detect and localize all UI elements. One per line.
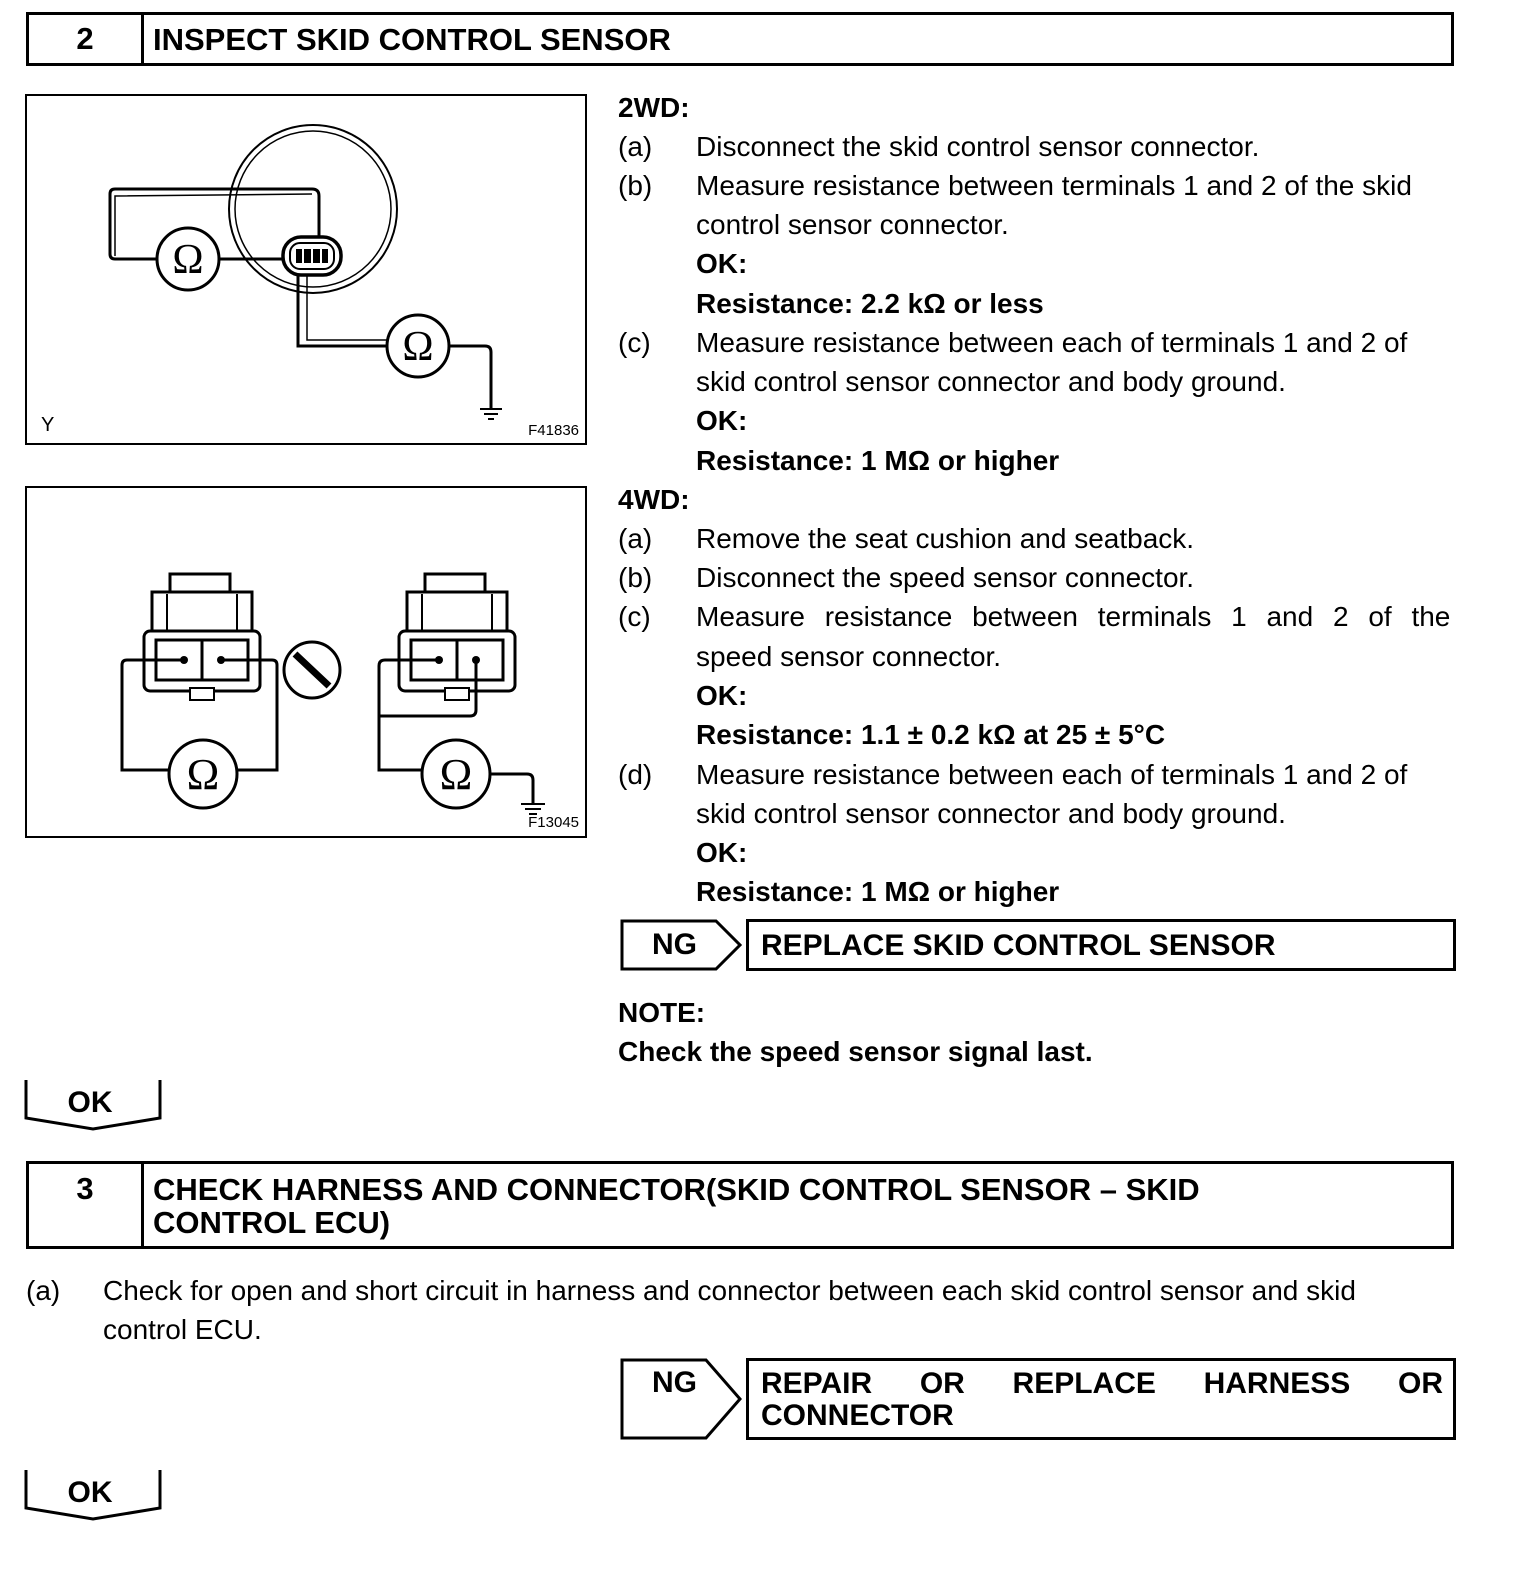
- step-3-header: [26, 1161, 1454, 1249]
- svg-text:Ω: Ω: [172, 237, 204, 283]
- spec-value: Resistance: 2.2 kΩ or less: [696, 288, 1044, 319]
- item-text: Measure resistance between terminals 1 and 2 of the: [696, 601, 1451, 632]
- item-label: (d): [618, 759, 653, 790]
- step-title-line-2: CONTROL ECU): [153, 1205, 391, 1240]
- ng-action-line-1: [761, 1367, 1443, 1401]
- ng-action-text: REPLACE SKID CONTROL SENSOR: [761, 929, 1276, 962]
- ng-action: [746, 1358, 1456, 1440]
- step-2-header: [26, 12, 1454, 66]
- step-number: 2: [29, 15, 144, 63]
- section-heading-4wd: 4WD:: [618, 484, 690, 515]
- item-text: Disconnect the skid control sensor connector.: [696, 131, 1260, 162]
- item-text: Disconnect the speed sensor connector.: [696, 562, 1195, 593]
- item-text: speed sensor connector.: [696, 641, 1002, 672]
- item-text: Check for open and short circuit in harness and connector between each skid control sensor and skid: [103, 1275, 1356, 1306]
- note-text: Check the speed sensor signal last.: [618, 1036, 1093, 1067]
- item-text: skid control sensor connector and body ground.: [696, 366, 1286, 397]
- ng-result-1: [620, 919, 1456, 971]
- svg-text:Ω: Ω: [439, 750, 473, 799]
- item-text: Measure resistance between each of terminals 1 and 2 of: [696, 327, 1408, 358]
- ok-label: OK:: [696, 837, 748, 868]
- step-number: 3: [29, 1164, 144, 1246]
- figure-code: F41836: [528, 422, 579, 439]
- section-heading-2wd: 2WD:: [618, 92, 690, 123]
- ok-label: OK:: [696, 680, 748, 711]
- ng-action-word: HARNESS: [1203, 1367, 1351, 1400]
- ok-label: OK:: [696, 248, 748, 279]
- spec-value: Resistance: 1 MΩ or higher: [696, 876, 1060, 907]
- ok-label: OK: [67, 1476, 113, 1509]
- ok-flow-1: [24, 1078, 162, 1132]
- ng-tag-label: NG: [652, 928, 697, 961]
- ok-label: OK: [67, 1086, 113, 1119]
- figure-2wd-sensor: [25, 94, 587, 445]
- item-text: skid control sensor connector and body ground.: [696, 798, 1286, 829]
- note-heading: NOTE:: [618, 997, 706, 1028]
- ng-result-2: [620, 1358, 1456, 1440]
- item-text: Measure resistance between each of terminals 1 and 2 of: [696, 759, 1408, 790]
- ng-action-word: REPLACE: [1012, 1367, 1156, 1400]
- item-label: (c): [618, 327, 651, 358]
- figure-4wd-sensor: [25, 486, 587, 838]
- svg-text:Ω: Ω: [186, 750, 220, 799]
- item-label: (b): [618, 170, 653, 201]
- spec-value: Resistance: 1.1 ± 0.2 kΩ at 25 ± 5°C: [696, 719, 1166, 750]
- item-label: (c): [618, 601, 651, 632]
- step-title-line-1: CHECK HARNESS AND CONNECTOR(SKID CONTROL SENSOR – SKID: [153, 1172, 1200, 1207]
- ok-flow-2: [24, 1468, 162, 1522]
- ng-action-line-2: CONNECTOR: [761, 1399, 954, 1432]
- ng-action-word: REPAIR: [761, 1367, 873, 1400]
- ng-action-word: OR: [1398, 1367, 1443, 1400]
- spec-value: Resistance: 1 MΩ or higher: [696, 445, 1060, 476]
- figure-code: F13045: [528, 814, 579, 831]
- ng-tag-label: NG: [652, 1366, 697, 1399]
- item-label: (a): [26, 1275, 61, 1306]
- item-text: control ECU.: [103, 1314, 262, 1345]
- item-text: control sensor connector.: [696, 209, 1009, 240]
- sensor-circuit-diagram: [27, 96, 584, 442]
- item-label: (a): [618, 131, 653, 162]
- item-label: (a): [618, 523, 653, 554]
- item-text: Remove the seat cushion and seatback.: [696, 523, 1195, 554]
- speed-sensor-diagram: [27, 488, 584, 835]
- item-text: Measure resistance between terminals 1 and 2 of the skid: [696, 170, 1412, 201]
- item-label: (b): [618, 562, 653, 593]
- svg-text:Ω: Ω: [402, 324, 434, 370]
- ng-action-word: OR: [919, 1367, 965, 1400]
- ng-action: [746, 919, 1456, 971]
- figure-corner-mark: Y: [41, 414, 55, 436]
- step-title: INSPECT SKID CONTROL SENSOR: [153, 22, 671, 57]
- ok-label: OK:: [696, 405, 748, 436]
